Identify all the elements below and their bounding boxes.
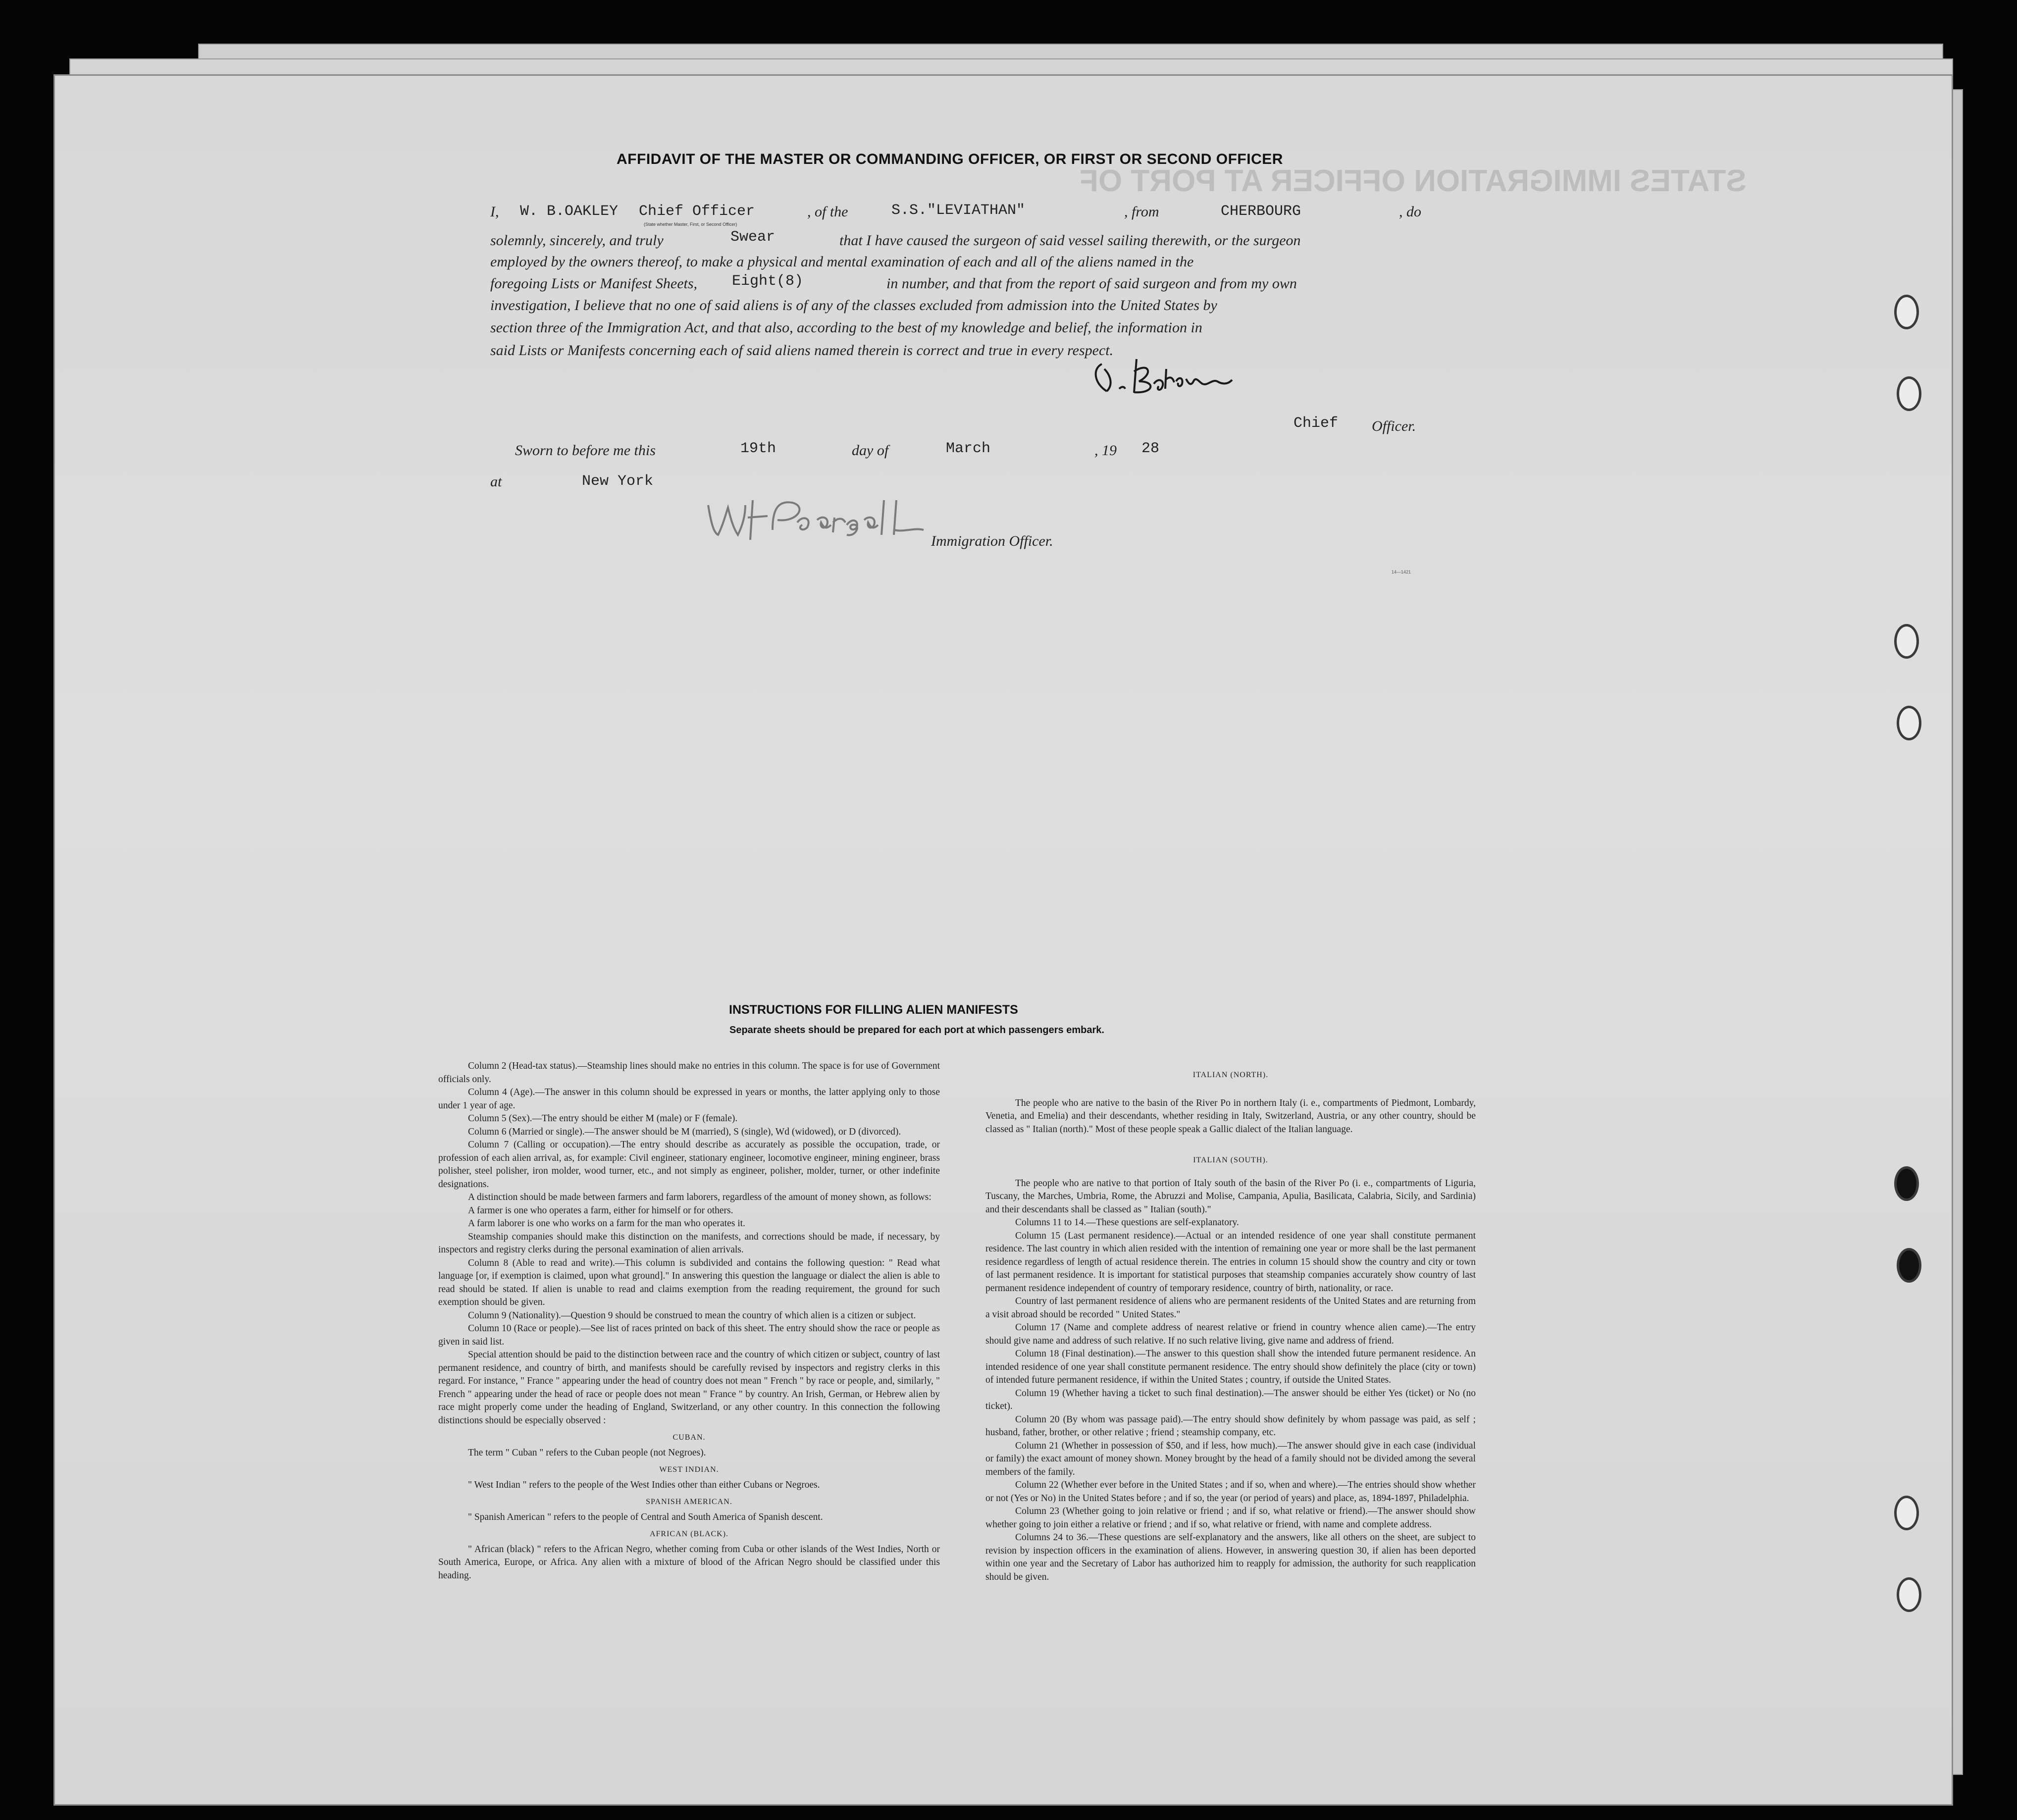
immigration-officer-label: Immigration Officer. [931,533,1053,549]
punch-hole [1897,376,1921,411]
instruction-paragraph: Column 23 (Whether going to join relative or friend ; and if so, what relative or friend).—The answer should show whether going to join either a relative or friend ; and if so, what relative or friend, with name and complete address. [985,1506,1476,1530]
instruction-paragraph: Column 5 (Sex).—The entry should be either M (male) or F (female). [468,1113,738,1124]
instruction-paragraph: Columns 24 to 36.—These questions are self-explanatory and the answers, like all others on the sheet, are subject to revision by inspection officers in the examination of aliens. However, in answering question 30, if alien has been deported within one year and the Secretary of Labor has authorized him to reapply for admission, the authority for such reapplication should be given. [985,1532,1476,1582]
punch-hole [1894,1496,1919,1530]
instruction-paragraph: Columns 11 to 14.—These questions are self-explanatory. [1015,1217,1239,1228]
instruction-paragraph: Column 4 (Age).—The answer in this column should be expressed in years or months, the latter applying only to those under 1 year of age. [438,1087,940,1111]
bleed-through-text: STATES IMMIGRATION OFFICER AT PORT OF [1080,164,1747,198]
instruction-paragraph: Column 15 (Last permanent residence).—Actual or an intended residence of one year shall constitute permanent residence. The last country in which alien resided with the intention of remaining one year or more shall be the last permanent residence regardless of length of actual residence therein. The entries in column 15 should show the country and city or town of last permanent residence. It is important for statistical purposes that steamship companies accurately show country of last permanent residence independent of country of temporary residence, country of birth, nationality, or race. [985,1230,1476,1294]
affidavit-text: solemnly, sincerely, and truly [490,232,664,249]
affidavit-text: foregoing Lists or Manifest Sheets, [490,275,698,292]
sworn-month: March [946,440,991,457]
sworn-text: Sworn to before me this [515,442,656,459]
instruction-paragraph: The people who are native to that portion of Italy south of the basin of the River Po (i. e., compartments of Liguria, Tuscany, the Marches, Umbria, Rome, the Abruzzi and Molise, Campania, Apulia, Basilicata, Calabria, Sicily, and Sardinia) and their descendants shall be classed as " Italian (south)." [985,1178,1476,1215]
instruction-paragraph: Column 6 (Married or single).—The answer should be M (married), S (single), Wd (widowed), or D (divorced). [468,1126,901,1137]
sworn-year: 28 [1141,440,1160,457]
instruction-paragraph: Country of last permanent residence of aliens who are permanent residents of the United States and are returning from a visit abroad should be recorded " United States." [985,1296,1476,1320]
instruction-paragraph: Column 7 (Calling or occupation).—The entry should describe as accurately as possible the occupation, trade, or profession of each alien arrival, as, for example: Civil engineer, stationary engineer, locomotive engineer, mining engineer, brass polisher, steel polisher, iron molder, wood turner, etc., and not simply as engineer, polisher, molder, turner, or other indefinite designations. [438,1140,940,1190]
signature-rank: Chief [1293,415,1339,432]
instruction-paragraph: Column 18 (Final destination).—The answer to this question shall show the intended future permanent residence. An intended residence of one year shall constitute permanent residence. The entry should show definitely the place (city or town) of intended future permanent residence, if within the United States ; country, if outside the United States. [985,1349,1476,1385]
affidavit-text: in number, and that from the report of said surgeon and from my own [886,275,1297,292]
instruction-paragraph: " African (black) " refers to the African Negro, whether coming from Cuba or other islands of the West Indies, North or South America, Europe, or Africa. Any alien with a mixture of blood of the African Negro should be classified under this heading. [438,1544,940,1581]
instruction-paragraph: Column 20 (By whom was passage paid).—The entry should show definitely by whom passage was paid, as self ; husband, father, brother, or other relative ; friend ; steamship company, etc. [985,1414,1476,1438]
affidavit-text: investigation, I believe that no one of said aliens is of any of the classes excluded from admission into the United States by [490,297,1217,313]
instruction-paragraph: A farm laborer is one who works on a farm for the man who operates it. [468,1218,745,1229]
sheet-count: Eight(8) [732,273,804,290]
ship-name: S.S."LEVIATHAN" [891,202,1026,219]
affidavit-title: AFFIDAVIT OF THE MASTER OR COMMANDING OFFICER, OR FIRST OR SECOND OFFICER [617,151,1283,167]
affidavit-text: , do [1399,204,1421,220]
instructions-title: INSTRUCTIONS FOR FILLING ALIEN MANIFESTS [729,1003,1018,1017]
instruction-paragraph: Column 2 (Head-tax status).—Steamship lines should make no entries in this column. The space is for use of Government officials only. [438,1061,940,1085]
punch-hole [1897,706,1921,740]
instruction-paragraph: A distinction should be made between farmers and farm laborers, regardless of the amount of money shown, as follows: [468,1192,931,1202]
instruction-paragraph: Column 10 (Race or people).—See list of races printed on back of this sheet. The entry should show the race or people as given in said list. [438,1323,940,1347]
officer-signature [1087,349,1250,404]
instruction-paragraph: The people who are native to the basin of the River Po in northern Italy (i. e., compartments of Piedmont, Lombardy, Venetia, and Emelia) and their descendants, whether residing in Italy, Switzerland, Austria, or any other country, should be classed as " Italian (north)." Most of these people speak a Gallic dialect of the Italian language. [985,1097,1476,1135]
oath-type: Swear [730,229,776,246]
instruction-paragraph: " West Indian " refers to the people of the West Indies other than either Cubans or Negroes. [468,1479,820,1490]
sworn-text: day of [852,442,889,459]
sworn-place: New York [582,473,654,490]
instruction-paragraph: A farmer is one who operates a farm, either for himself or for others. [468,1205,733,1216]
section-heading-italian-north: ITALIAN (NORTH). [1192,1071,1269,1079]
year-prefix: , 19 [1094,442,1117,459]
section-heading-west-indian: WEST INDIAN. [659,1465,719,1474]
port-of-departure: CHERBOURG [1221,203,1301,220]
punch-hole [1897,1248,1921,1283]
rank-footnote: (State whether Master, First, or Second Officer) [644,222,737,227]
form-number: 14—1421 [1392,570,1411,574]
instructions-right-column [985,1065,1476,1584]
punch-hole [1897,1577,1921,1612]
instruction-paragraph: Column 22 (Whether ever before in the United States ; and if so, when and where).—The entries should show whether or not (Yes or No) in the United States before ; and if so, the year (or period of years) and place, as, 1894-1897, Philadelphia. [985,1480,1476,1504]
officer-rank: Chief Officer [639,203,755,220]
section-heading-cuban: CUBAN. [672,1433,706,1442]
instruction-paragraph: Steamship companies should make this distinction on the manifests, and corrections should be made, if necessary, by inspectors and registry clerks during the personal examination of alien arrivals. [438,1231,940,1255]
instructions-subtitle: Separate sheets should be prepared for each port at which passengers embark. [729,1025,1104,1036]
officer-label: Officer. [1372,418,1416,434]
instruction-paragraph: Special attention should be paid to the distinction between race and the country of which citizen or subject, country of last permanent residence, and country of birth, and manifests should be carefully revised by inspectors and registry clerks in this regard. For instance, " France " appearing under the head of country does not mean " French " by race or people, and, similarly, " French " appearing under the head of race or people does not mean " France " by country. An Irish, German, or Hebrew alien by race might properly come under the heading of England, Switzerland, or any other country. In this connection the following distinctions should be especially observed : [438,1350,940,1426]
affidavit-text: said Lists or Manifests concerning each of said aliens named therein is correct and true in every respect. [490,342,1114,359]
affidavit-text: employed by the owners thereof, to make a physical and mental examination of each and all of the aliens named in the [490,254,1194,270]
instruction-paragraph: " Spanish American " refers to the people of Central and South America of Spanish descent. [468,1511,823,1522]
punch-hole [1894,624,1919,659]
instruction-paragraph: The term " Cuban " refers to the Cuban people (not Negroes). [468,1447,706,1458]
instruction-paragraph: Column 21 (Whether in possession of $50, and if less, how much).—The answer should give in each case (individual or family) the exact amount of money shown. Money brought by the head of a family should not be divided among the several members of the family. [985,1440,1476,1477]
affidavit-text: I, [490,204,499,220]
affidavit-text: that I have caused the surgeon of said vessel sailing therewith, or the surgeon [839,232,1301,249]
affidavit-text: , from [1124,204,1159,220]
officer-name: W. B.OAKLEY [520,203,619,220]
instruction-paragraph: Column 19 (Whether having a ticket to such final destination).—The answer should be either Yes (ticket) or No (no ticket). [985,1388,1476,1411]
section-heading-african: AFRICAN (BLACK). [649,1530,729,1538]
section-heading-spanish-american: SPANISH AMERICAN. [646,1498,732,1506]
instruction-paragraph: Column 9 (Nationality).—Question 9 should be construed to mean the country of which alien is a citizen or subject. [468,1310,916,1321]
affidavit-text: , of the [807,204,848,220]
punch-hole [1894,1166,1919,1201]
affidavit-text: section three of the Immigration Act, and that also, according to the best of my knowledge and belief, the information in [490,319,1202,336]
instruction-paragraph: Column 8 (Able to read and write).—This column is subdivided and contains the following question: " Read what language [or, if exemption is claimed, upon what ground]." In answering this question the language or dialect the alien is able to read should be stated. If alien is unable to read and claims exemption from the reading requirement, the ground for such exemption should be given. [438,1257,940,1307]
punch-hole [1894,295,1919,329]
instruction-paragraph: Column 17 (Name and complete address of nearest relative or friend in country whence alien came).—The entry should give name and address of such relative. If no such relative living, give name and address of friend. [985,1322,1476,1346]
sworn-text: at [490,473,502,490]
instructions-left-column [438,1060,940,1582]
section-heading-italian-south: ITALIAN (SOUTH). [1193,1156,1268,1164]
sworn-day: 19th [740,440,776,457]
